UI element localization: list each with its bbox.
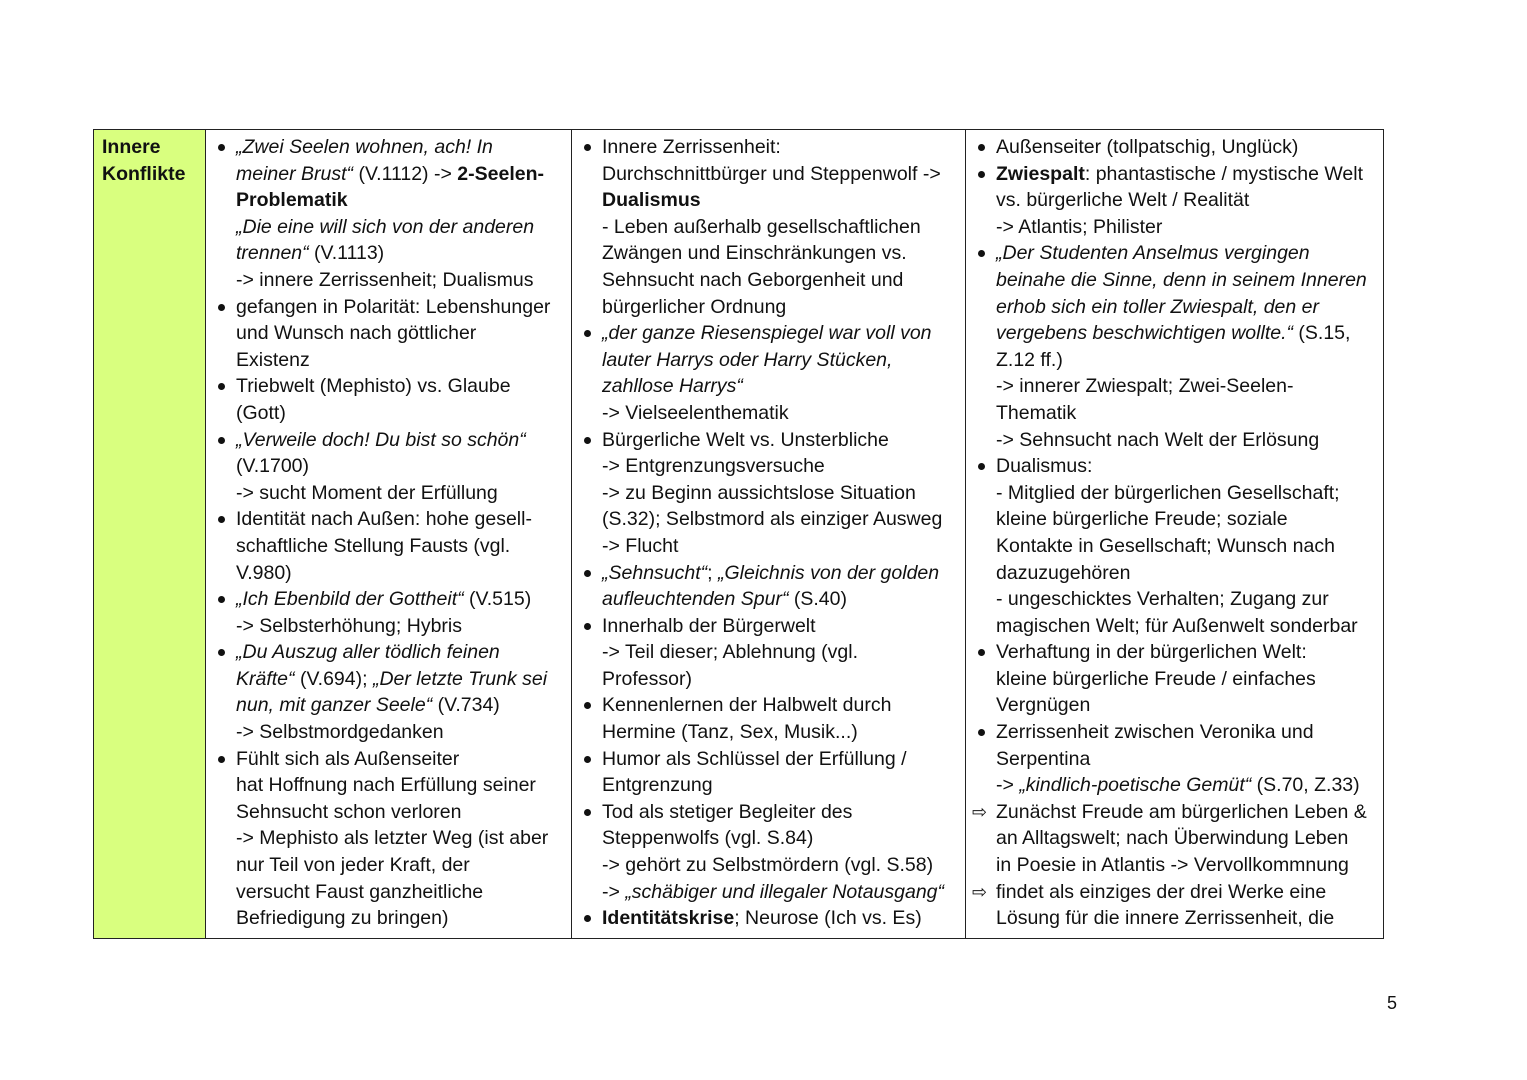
list-item (578, 692, 959, 745)
text-segment: Kennenlernen der Halbwelt durch (602, 694, 892, 717)
text-line (996, 746, 1377, 773)
text-line (996, 692, 1377, 719)
text-line (236, 879, 565, 906)
text-segment: -> Entgrenzungsversuche (602, 455, 825, 478)
text-line (996, 825, 1377, 852)
text-segment: hat Hoffnung nach Erfüllung seiner (236, 774, 536, 797)
text-segment: Identitätskrise (602, 907, 735, 930)
text-segment: Durchschnittbürger und Steppenwolf -> (602, 162, 941, 185)
text-segment: Problematik (236, 189, 348, 212)
text-segment: „kindlich-poetische Gemüt“ (1019, 774, 1252, 797)
text-line (602, 453, 959, 480)
text-line (996, 480, 1377, 507)
text-segment: Zunächst Freude am bürgerlichen Leben & (996, 800, 1367, 823)
list-item (578, 746, 959, 799)
text-line (602, 427, 959, 454)
text-segment: (V.1700) (236, 455, 310, 478)
row-label-cell (94, 130, 206, 939)
text-line (996, 294, 1377, 321)
text-line (996, 240, 1377, 267)
text-segment: in Poesie in Atlantis -> Vervollkommnung (996, 854, 1349, 877)
text-segment: (V.1113) (308, 242, 385, 265)
text-line (602, 187, 959, 214)
text-segment: -> Teil dieser; Ablehnung (vgl. (602, 641, 859, 664)
text-line (236, 506, 565, 533)
text-line (996, 134, 1377, 161)
text-segment: Bürgerliche Welt vs. Unsterbliche (602, 428, 889, 451)
text-line (996, 533, 1377, 560)
text-line (236, 533, 565, 560)
text-segment: Zwängen und Einschränkungen vs. (602, 242, 907, 265)
text-line (602, 480, 959, 507)
text-line (996, 666, 1377, 693)
page-number: 5 (1387, 993, 1398, 1013)
text-segment: „der ganze Riesenspiegel war voll von (602, 322, 932, 345)
list-item (972, 134, 1377, 161)
text-line (996, 187, 1377, 214)
text-line (602, 347, 959, 374)
text-segment: „Die eine will sich von der anderen (236, 215, 535, 238)
text-line (602, 586, 959, 613)
text-line (602, 240, 959, 267)
text-segment: Innerhalb der Bürgerwelt (602, 614, 816, 637)
text-segment: „Du Auszug aller tödlich feinen (236, 641, 500, 664)
text-line (602, 825, 959, 852)
text-line (236, 294, 565, 321)
list-item (972, 639, 1377, 719)
text-segment: - Leben außerhalb gesellschaftlichen (602, 215, 921, 238)
text-segment: „Der Studenten Anselmus vergingen (996, 242, 1310, 265)
text-line (236, 586, 565, 613)
text-line (602, 719, 959, 746)
text-segment: „Ich Ebenbild der Gottheit“ (236, 588, 464, 611)
text-line (236, 746, 565, 773)
text-line (602, 772, 959, 799)
text-line (236, 134, 565, 161)
text-segment: zahllose Harrys“ (602, 375, 743, 398)
text-line (996, 400, 1377, 427)
text-line (236, 320, 565, 347)
text-segment: -> Vielseelenthematik (602, 401, 789, 424)
text-segment: kleine bürgerliche Freude; soziale (996, 508, 1288, 531)
text-line (602, 400, 959, 427)
text-segment: 2-Seelen- (457, 162, 544, 185)
list-item (212, 639, 565, 745)
text-line (996, 267, 1377, 294)
text-segment: Humor als Schlüssel der Erfüllung / (602, 747, 907, 770)
text-line (996, 347, 1377, 374)
text-segment: Professor) (602, 667, 692, 690)
text-line (236, 480, 565, 507)
text-line (602, 161, 959, 188)
text-segment: Kräfte“ (236, 667, 295, 690)
text-segment: -> zu Beginn aussichtslose Situation (602, 481, 916, 504)
column-goldener-topf (966, 130, 1384, 939)
text-segment: Serpentina (996, 747, 1091, 770)
text-segment: beinahe die Sinne, denn in seinem Inneren (996, 268, 1367, 291)
text-segment: Vergnügen (996, 694, 1091, 717)
arrow-list-item (972, 799, 1377, 879)
text-segment: (V.515) (463, 588, 532, 611)
text-segment: (S.70, Z.33) (1251, 774, 1360, 797)
list-item (212, 134, 565, 294)
text-line (996, 799, 1377, 826)
text-line (602, 533, 959, 560)
text-line (602, 799, 959, 826)
text-line (602, 852, 959, 879)
text-segment: -> Mephisto als letzter Weg (ist aber (236, 827, 549, 850)
list-item (972, 453, 1377, 639)
text-line (996, 586, 1377, 613)
text-line (236, 905, 565, 932)
list-item (212, 294, 565, 374)
text-line (236, 772, 565, 799)
text-segment: und Wunsch nach göttlicher (236, 322, 477, 345)
text-segment: nur Teil von jeder Kraft, der (236, 854, 470, 877)
text-line (602, 373, 959, 400)
text-segment: Zerrissenheit zwischen Veronika und (996, 721, 1314, 744)
text-segment: ; Neurose (Ich vs. Es) (734, 907, 922, 930)
text-line (602, 639, 959, 666)
text-segment: findet als einziges der drei Werke eine (996, 880, 1327, 903)
list-item (212, 506, 565, 586)
text-segment: Identität nach Außen: hohe gesell- (236, 508, 532, 531)
text-segment: -> sucht Moment der Erfüllung (236, 481, 498, 504)
text-segment: -> Sehnsucht nach Welt der Erlösung (996, 428, 1320, 451)
text-line (996, 905, 1377, 932)
column-steppenwolf (572, 130, 966, 939)
text-line (602, 613, 959, 640)
text-line (236, 719, 565, 746)
list-item (972, 240, 1377, 453)
arrow-list-item (972, 879, 1377, 932)
list-item (578, 320, 959, 426)
text-line (996, 772, 1377, 799)
text-segment: Innere Zerrissenheit: (602, 136, 781, 158)
text-segment: Dualismus (602, 189, 701, 212)
text-segment: meiner Brust“ (236, 162, 354, 185)
text-line (602, 267, 959, 294)
text-segment: -> Selbsterhöhung; Hybris (236, 614, 462, 637)
text-segment: erhob sich ein toller Zwiespalt, den er (996, 295, 1319, 318)
text-segment: : phantastische / mystische Welt (1084, 162, 1364, 185)
text-segment: magischen Welt; für Außenwelt sonderbar (996, 614, 1358, 637)
text-line (236, 825, 565, 852)
text-line (236, 400, 565, 427)
text-segment: Z.12 ff.) (996, 348, 1063, 371)
text-segment: „Zwei Seelen wohnen, ach! In (236, 136, 493, 158)
text-segment: „Der letzte Trunk sei (372, 667, 548, 690)
text-segment: - Mitglied der bürgerlichen Gesellschaft; (996, 481, 1340, 504)
text-segment: lauter Harrys oder Harry Stücken, (602, 348, 893, 371)
text-segment: vergebens beschwichtigen wollte.“ (996, 322, 1293, 345)
text-segment: Entgrenzung (602, 774, 713, 797)
text-segment: „Sehnsucht“ (602, 561, 708, 584)
text-segment: - ungeschicktes Verhalten; Zugang zur (996, 588, 1329, 611)
text-line (236, 240, 565, 267)
text-segment: (V.734) (432, 694, 500, 717)
text-line (996, 506, 1377, 533)
text-segment: Sehnsucht schon verloren (236, 800, 462, 823)
text-segment: -> innerer Zwiespalt; Zwei-Seelen- (996, 375, 1294, 398)
text-line (236, 373, 565, 400)
list-item (578, 560, 959, 613)
goldener-topf-bullet-list (972, 134, 1377, 932)
text-line (996, 852, 1377, 879)
list-item (972, 161, 1377, 241)
text-segment: schaftliche Stellung Fausts (vgl. (236, 534, 511, 557)
text-line (236, 453, 565, 480)
list-item (212, 746, 565, 932)
text-segment: -> Selbstmordgedanken (236, 721, 444, 744)
text-segment: Fühlt sich als Außenseiter (236, 747, 460, 770)
text-segment: Kontakte in Gesellschaft; Wunsch nach (996, 534, 1335, 557)
text-segment: bürgerlicher Ordnung (602, 295, 787, 318)
text-segment: kleine bürgerliche Freude / einfaches (996, 667, 1316, 690)
text-segment: V.980) (236, 561, 292, 584)
list-item (212, 373, 565, 426)
text-segment: (V.1112) -> (353, 162, 458, 185)
text-line (996, 427, 1377, 454)
text-segment: aufleuchtenden Spur“ (602, 588, 789, 611)
text-segment: gefangen in Polarität: Lebenshunger (236, 295, 551, 318)
text-line (996, 613, 1377, 640)
text-segment: Thematik (996, 401, 1077, 424)
list-item (578, 134, 959, 320)
text-line (602, 506, 959, 533)
text-line (602, 320, 959, 347)
text-segment: (V.694); (294, 667, 373, 690)
text-segment: ; (707, 561, 718, 584)
text-segment: -> gehört zu Selbstmördern (vgl. S.58) (602, 854, 934, 877)
text-line (996, 719, 1377, 746)
text-line (602, 879, 959, 906)
text-line (602, 134, 959, 161)
text-segment: Steppenwolfs (vgl. S.84) (602, 827, 814, 850)
text-segment: (S.40) (788, 588, 847, 611)
text-line (236, 347, 565, 374)
text-segment: „Verweile doch! Du bist so schön“ (236, 428, 526, 451)
text-line (236, 799, 565, 826)
list-item (972, 719, 1377, 799)
text-line (996, 639, 1377, 666)
text-line (236, 214, 565, 241)
text-line (996, 453, 1377, 480)
text-segment: trennen“ (236, 242, 309, 265)
text-line (602, 746, 959, 773)
text-line (602, 214, 959, 241)
faust-bullet-list (212, 134, 565, 932)
text-segment: vs. bürgerliche Welt / Realität (996, 189, 1250, 212)
text-segment: Dualismus: (996, 455, 1093, 478)
text-segment: „Gleichnis von der golden (717, 561, 940, 584)
text-segment: Befriedigung zu bringen) (236, 907, 449, 930)
text-segment: Existenz (236, 348, 310, 371)
text-line (236, 613, 565, 640)
row-label-line-2: Konflikte (102, 162, 186, 185)
text-line (602, 294, 959, 321)
text-line (236, 692, 565, 719)
text-segment: Lösung für die innere Zerrissenheit, die (996, 907, 1335, 930)
column-faust (206, 130, 572, 939)
text-segment: Zwiespalt (996, 162, 1085, 185)
text-segment: „schäbiger und illegaler Notausgang“ (625, 880, 945, 903)
text-segment: Tod als stetiger Begleiter des (602, 800, 853, 823)
text-line (236, 666, 565, 693)
text-segment: -> Atlantis; Philister (996, 215, 1163, 238)
text-line (236, 267, 565, 294)
text-segment: nun, mit ganzer Seele“ (236, 694, 433, 717)
text-line (602, 692, 959, 719)
text-line (996, 320, 1377, 347)
text-line (996, 214, 1377, 241)
text-segment: (S.32); Selbstmord als einziger Ausweg (602, 508, 943, 531)
list-item (578, 905, 959, 932)
list-item (578, 613, 959, 693)
list-item (212, 586, 565, 639)
text-segment: -> innere Zerrissenheit; Dualismus (236, 268, 534, 291)
text-line (236, 427, 565, 454)
list-item (212, 427, 565, 507)
text-segment: Hermine (Tanz, Sex, Musik...) (602, 721, 858, 744)
text-segment: Triebwelt (Mephisto) vs. Glaube (236, 375, 511, 398)
text-line (996, 161, 1377, 188)
text-segment: (Gott) (236, 401, 286, 424)
text-line (236, 639, 565, 666)
text-segment: an Alltagswelt; nach Überwindung Leben (996, 827, 1349, 850)
row-label-line-1: Innere (102, 136, 161, 158)
text-line (602, 666, 959, 693)
text-line (996, 879, 1377, 906)
text-line (236, 852, 565, 879)
list-item (578, 799, 959, 905)
table-row (94, 130, 1384, 939)
text-segment: -> (602, 880, 626, 903)
text-segment: Sehnsucht nach Geborgenheit und (602, 268, 904, 291)
text-line (602, 905, 959, 932)
text-line (996, 560, 1377, 587)
conflict-table (93, 129, 1384, 939)
list-item (578, 427, 959, 560)
text-line (236, 187, 565, 214)
text-segment: -> Flucht (602, 534, 679, 557)
text-segment: Außenseiter (tollpatschig, Unglück) (996, 136, 1299, 158)
text-segment: dazuzugehören (996, 561, 1131, 584)
text-segment: versucht Faust ganzheitliche (236, 880, 484, 903)
text-line (602, 560, 959, 587)
steppenwolf-bullet-list (578, 134, 959, 932)
text-line (236, 560, 565, 587)
text-line (236, 161, 565, 188)
text-segment: -> (996, 774, 1020, 797)
text-segment: (S.15, (1293, 322, 1351, 345)
text-segment: Verhaftung in der bürgerlichen Welt: (996, 641, 1307, 664)
text-line (996, 373, 1377, 400)
